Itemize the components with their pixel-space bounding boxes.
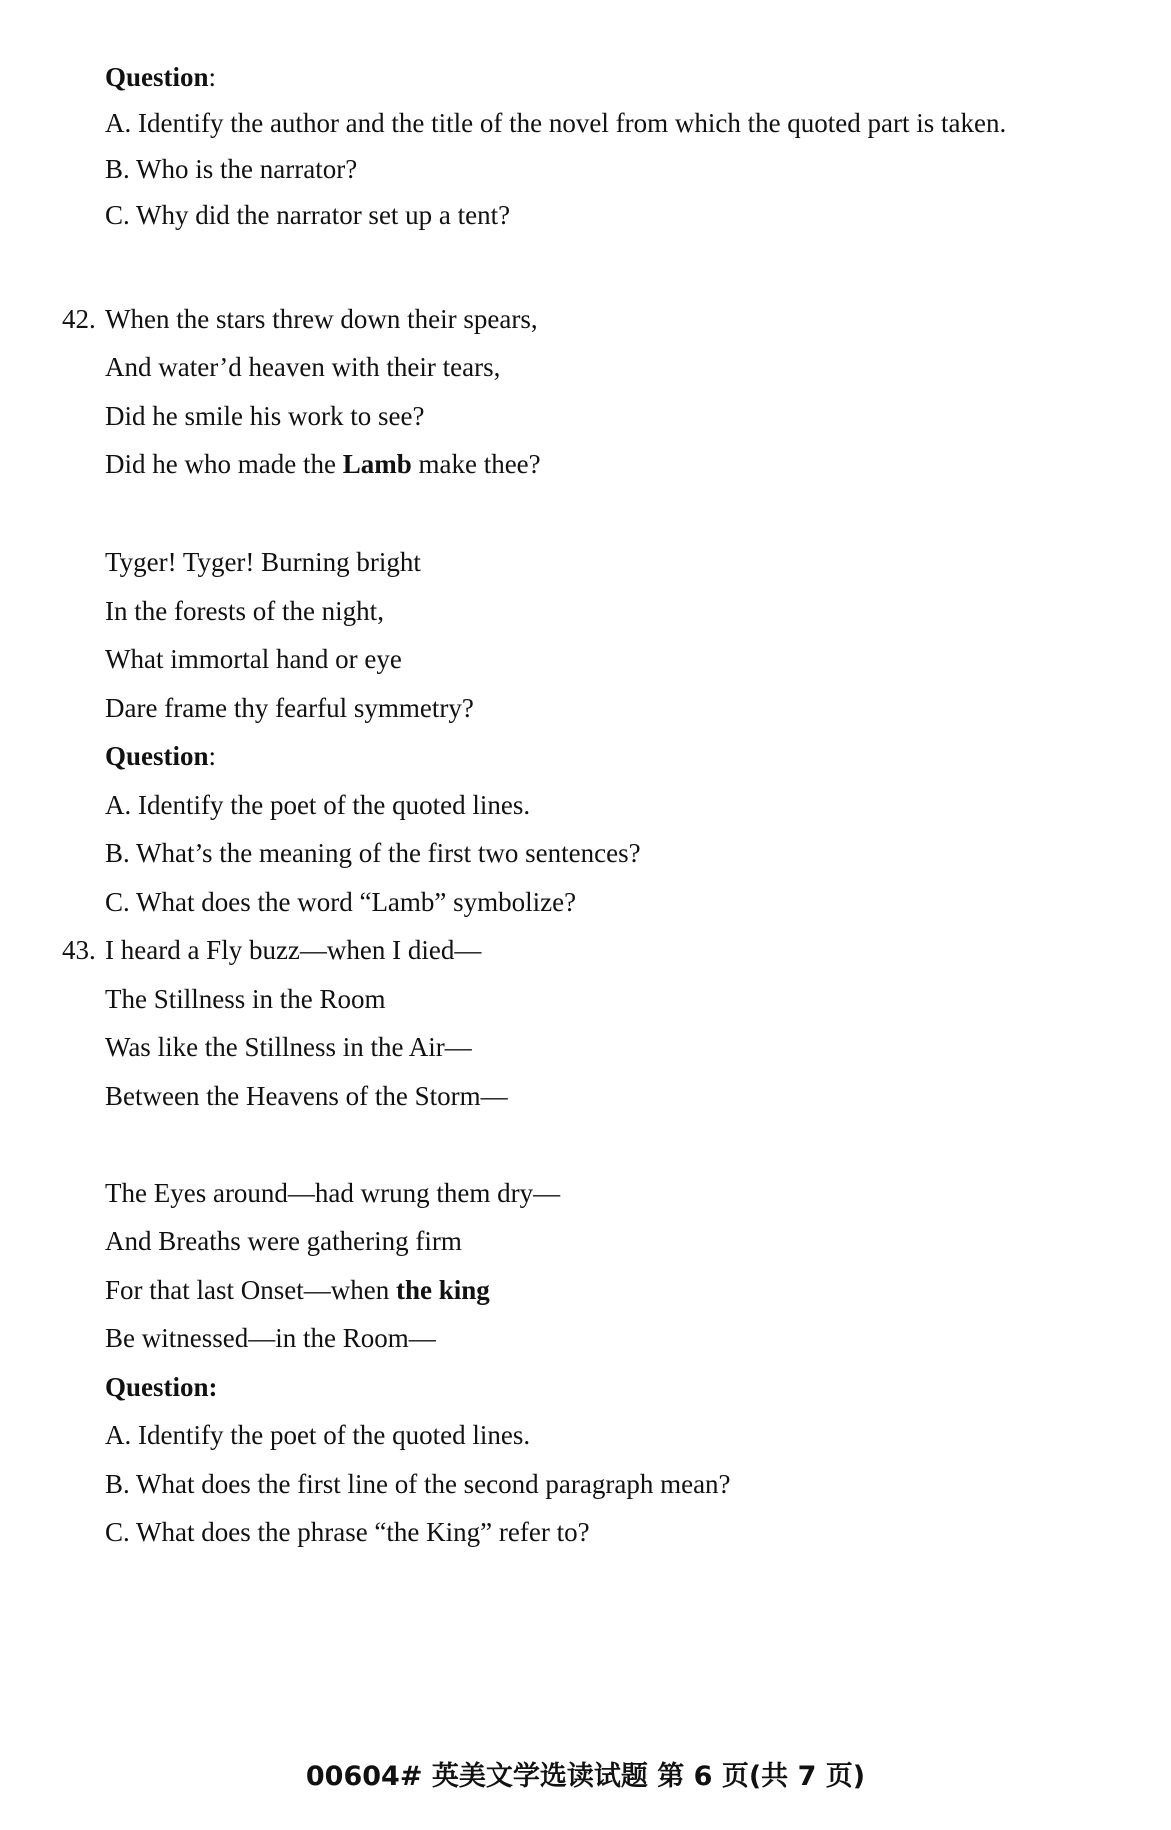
q42-question-heading	[105, 739, 216, 773]
q41-part-a: A. Identify the author and the title of the novel from which the quoted part is taken.	[105, 108, 1007, 138]
q43-question-label: Question:	[105, 1372, 218, 1402]
q43-poem-line-1: I heard a Fly buzz—when I died—	[105, 935, 482, 965]
q43-part-c: C. What does the phrase “the King” refer to?	[105, 1517, 590, 1547]
q42-poem-line-4	[105, 447, 541, 481]
q42-question-label: Question	[105, 741, 209, 771]
q42-lamb-bold: Lamb	[342, 449, 412, 479]
q41-question-label: Question	[105, 62, 209, 92]
q42-poem-line-5: Tyger! Tyger! Burning bright	[105, 547, 421, 577]
q43-the-king-bold: the king	[395, 1275, 490, 1305]
q42-poem-line-3: Did he smile his work to see?	[105, 401, 425, 431]
q43-part-a: A. Identify the poet of the quoted lines.	[105, 1420, 531, 1450]
q43-line-7-pre: For that last Onset—when	[105, 1275, 396, 1305]
q43-part-b: B. What does the first line of the second paragraph mean?	[105, 1469, 731, 1499]
q42-question-colon: :	[208, 741, 217, 771]
q43-poem-line-8: Be witnessed—in the Room—	[105, 1323, 436, 1353]
q42-line-4-post: make thee?	[411, 449, 541, 479]
page-footer: 00604# 英美文学选读试题 第 6 页(共 7 页)	[305, 1761, 866, 1792]
q43-poem-line-5: The Eyes around—had wrung them dry—	[105, 1178, 561, 1208]
q43-poem-line-7	[105, 1273, 490, 1307]
q41-question-colon: :	[208, 62, 217, 92]
q42-part-b: B. What’s the meaning of the first two sentences?	[105, 838, 641, 868]
q42-poem-line-8: Dare frame thy fearful symmetry?	[105, 693, 474, 723]
q42-poem-line-6: In the forests of the night,	[105, 596, 384, 626]
q42-number: 42.	[62, 304, 96, 334]
q42-part-c: C. What does the word “Lamb” symbolize?	[105, 887, 577, 917]
q43-number: 43.	[62, 935, 96, 965]
q42-line-4-pre: Did he who made the	[105, 449, 343, 479]
q41-question-heading	[105, 60, 216, 94]
q43-poem-line-6: And Breaths were gathering firm	[105, 1226, 462, 1256]
q41-part-b: B. Who is the narrator?	[105, 154, 358, 184]
q42-poem-line-2: And water’d heaven with their tears,	[105, 352, 501, 382]
q41-part-c: C. Why did the narrator set up a tent?	[105, 200, 511, 230]
q43-poem-line-4: Between the Heavens of the Storm—	[105, 1081, 508, 1111]
q42-part-a: A. Identify the poet of the quoted lines.	[105, 790, 531, 820]
q42-poem-line-1: When the stars threw down their spears,	[105, 304, 538, 334]
q43-poem-line-3: Was like the Stillness in the Air—	[105, 1032, 472, 1062]
q43-poem-line-2: The Stillness in the Room	[105, 984, 386, 1014]
q42-poem-line-7: What immortal hand or eye	[105, 644, 402, 674]
